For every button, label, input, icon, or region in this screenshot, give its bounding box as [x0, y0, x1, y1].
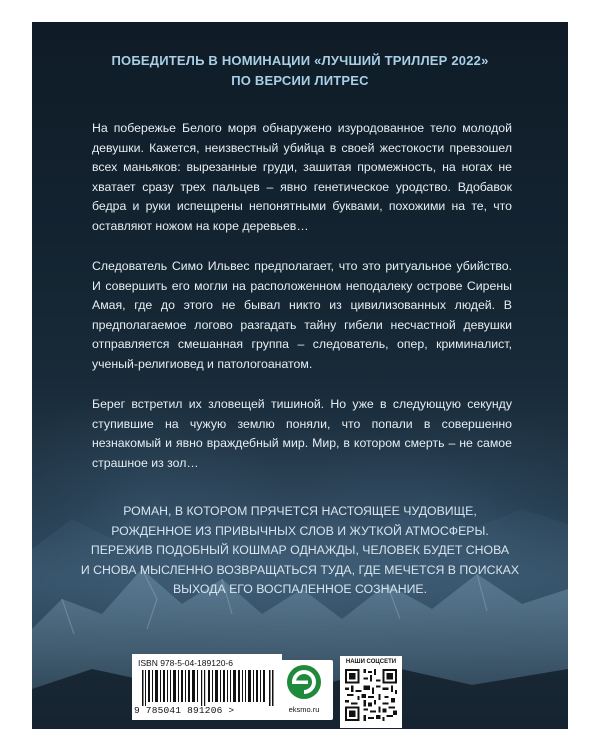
- tagline-line: ПЕРЕЖИВ ПОДОБНЫЙ КОШМАР ОДНАЖДЫ, ЧЕЛОВЕК БУДЕТ СНОВА: [90, 543, 510, 558]
- qr-caption: НАШИ СОЦСЕТИ: [345, 659, 397, 665]
- tagline-line: РОМАН, В КОТОРОМ ПРЯЧЕТСЯ НАСТОЯЩЕЕ ЧУДОВИЩЕ,: [123, 504, 477, 518]
- barcode-block: [132, 654, 282, 720]
- award-line-2: ПО ВЕРСИИ ЛИТРЕС: [231, 73, 369, 88]
- tagline-line: ВЫХОДА ЕГО ВОСПАЛЕННОЕ СОЗНАНИЕ.: [172, 582, 428, 597]
- eksmo-logo-icon: [280, 662, 328, 706]
- barcode-number: 9 785041 891206 >: [134, 705, 235, 716]
- qr-code-icon[interactable]: [345, 669, 397, 721]
- synopsis-paragraph-1: На побережье Белого моря обнаружено изуродованное тело молодой девушки. Кажется, неизвестный убийца в своей жестокости превзошел всех маньяков: вырезанные груди, зашитая промежность, на ногах не хватает сразу трех пальцев – явно генетическое уродство. Вдобавок бедра и руки испещрены непонятными буквами, похожими на те, что оставляют ножом на коре деревьев…: [92, 121, 512, 233]
- tagline-block: [32, 502, 568, 600]
- tagline-line: И СНОВА МЫСЛЕННО ВОЗВРАЩАТЬСЯ ТУДА, ГДЕ МЕЧЕТСЯ В ПОИСКАХ: [80, 562, 520, 577]
- tagline-line: РОЖДЕННОЕ ИЗ ПРИВЫЧНЫХ СЛОВ И ЖУТКОЙ АТМОСФЕРЫ.: [111, 523, 489, 538]
- award-line-1: ПОБЕДИТЕЛЬ В НОМИНАЦИИ «ЛУЧШИЙ ТРИЛЛЕР 2022»: [111, 53, 489, 68]
- publisher-url[interactable]: eksmo.ru: [288, 705, 320, 714]
- synopsis-paragraph-2: Следователь Симо Ильвес предполагает, что это ритуальное убийство. И совершить его могли на расположенном неподалеку острове Сирены Амая, где до этого не бывал никто из цивилизованных людей. В предполагаемое логово разгадать тайну гибели несчастной девушки отправляется смешанная группа – следователь, опер, криминалист, ученый-религиовед и патологоанатом.: [92, 259, 512, 371]
- barcode-icon: [142, 670, 274, 706]
- isbn-label: ISBN 978-5-04-189120-6: [138, 658, 233, 668]
- qr-code-block: [340, 656, 402, 728]
- book-back-cover: [32, 22, 568, 729]
- synopsis-paragraph-3: Берег встретил их зловещей тишиной. Но уже в следующую секунду ступившие на чужую землю поняли, что попали в совершенно незнакомый и явно враждебный мир. Мир, в котором смерть – не самое страшное из зол…: [92, 397, 512, 470]
